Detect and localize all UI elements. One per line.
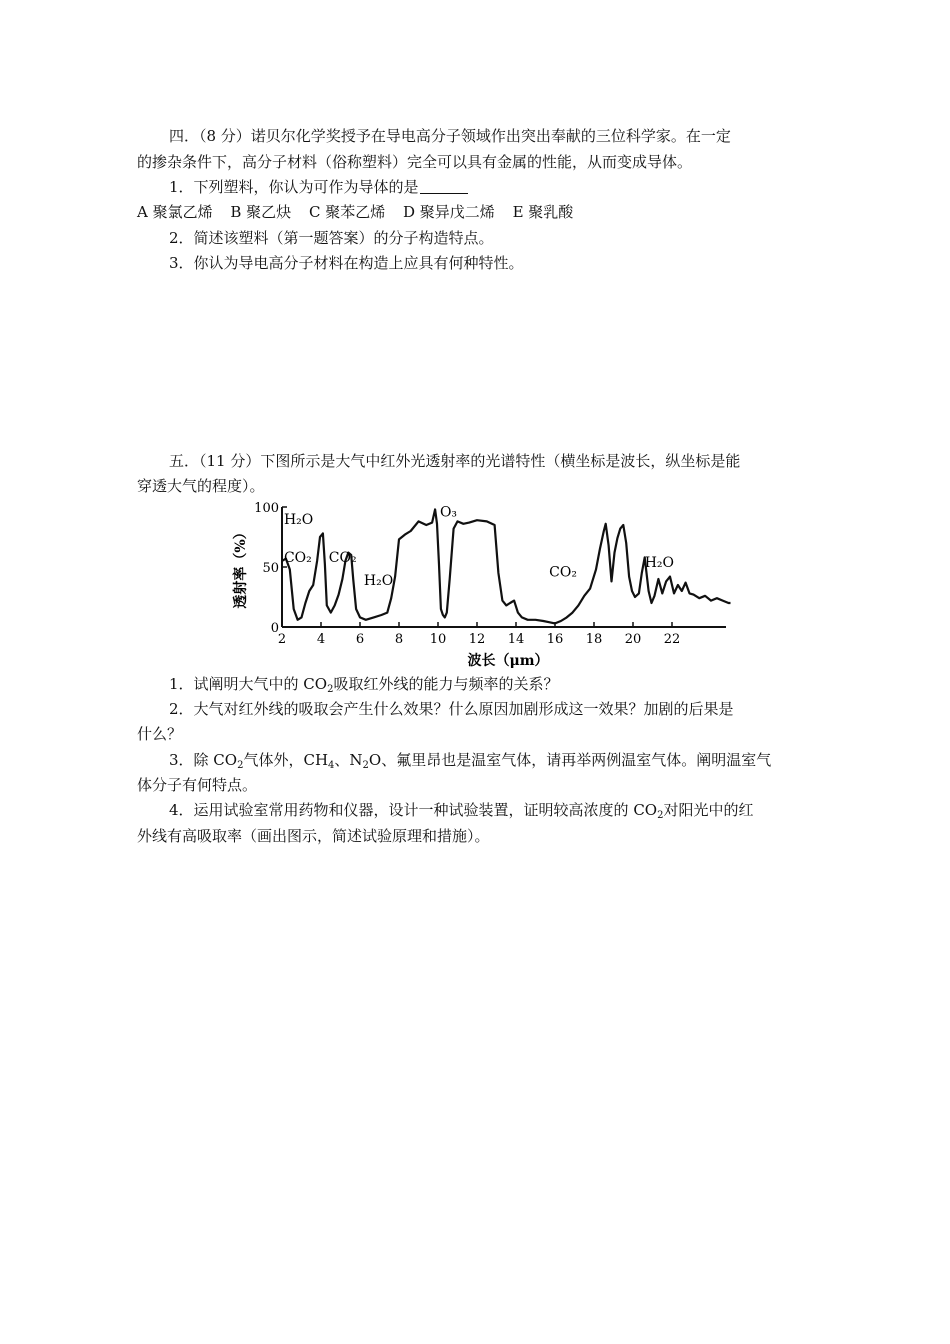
band-label: CO₂ [283, 550, 312, 567]
x-tick-label: 18 [585, 632, 603, 647]
q4-line-1: 四．（8 分）诺贝尔化学奖授予在导电高分子领域作出突出奉献的三位科学家。在一定 [169, 127, 731, 145]
q4-subquestion-1 [169, 176, 849, 198]
y-tick-label: 0 [270, 621, 279, 636]
q4-subquestion-2: 2．简述该塑料（第一题答案）的分子构造特点。 [169, 229, 494, 247]
q5-line-1: 五．（11 分）下图所示是大气中红外光透射率的光谱特性（横坐标是波长，纵坐标是能 [169, 452, 741, 470]
q5-subquestion-3-line-1 [169, 749, 849, 771]
q5-s3-sub2: 4 [328, 760, 335, 771]
band-label: O₃ [439, 504, 458, 521]
q4-sub1-text: 1．下列塑料，你认为可作为导体的是 [169, 178, 419, 196]
x-tick-label: 10 [429, 632, 447, 647]
q4-line-2: 的掺杂条件下，高分子材料（俗称塑料）完全可以具有金属的性能，从而变成导体。 [137, 153, 693, 171]
option-b: B 聚乙炔 [230, 203, 292, 221]
q5-s3-a: 3．除 CO [169, 751, 238, 769]
q5-s3-b: 气体外，CH [243, 751, 329, 769]
q4-options [137, 201, 817, 223]
band-label: H₂O [644, 555, 675, 571]
y-axis-label: 透射率（%） [233, 525, 249, 609]
q5-s3-c: 、N [334, 751, 363, 769]
band-label: CO₂ [328, 550, 357, 567]
x-ticks [278, 622, 680, 647]
y-tick-label: 100 [254, 501, 279, 516]
option-c: C 聚苯乙烯 [308, 203, 386, 221]
q5-s1-sub: 2 [327, 684, 334, 695]
option-e: E 聚乳酸 [512, 203, 574, 221]
x-axis-label: 波长（μm） [467, 653, 549, 669]
q5-subquestion-2-line-2: 什么？ [137, 725, 183, 743]
option-d: D 聚异戊二烯 [403, 203, 495, 221]
band-label: H₂O [363, 573, 394, 589]
band-label: CO₂ [549, 564, 577, 581]
q5-s4-b: 对阳光中的红 [663, 801, 754, 819]
q5-s1-b: 吸取红外线的能力与频率的关系？ [333, 675, 559, 693]
q5-s4-sub: 2 [657, 810, 664, 821]
q5-subquestion-4-line-2: 外线有高吸取率（画出图示，简述试验原理和措施）。 [137, 827, 490, 845]
x-tick-label: 14 [507, 632, 525, 647]
x-tick-label: 2 [277, 632, 287, 647]
band-label: H₂O [283, 511, 314, 528]
q5-s4-a: 4．运用试验室常用药物和仪器，设计一种试验装置，证明较高浓度的 CO [169, 801, 658, 819]
q5-subquestion-2-line-1: 2．大气对红外线的吸取会产生什么效果？什么原因加剧形成这一效果？加剧的后果是 [169, 700, 734, 718]
q5-line-2: 穿透大气的程度）。 [137, 477, 265, 495]
x-tick-label: 22 [663, 632, 681, 647]
x-tick-label: 4 [316, 632, 326, 647]
q5-s3-d: O、氟里昂也是温室气体，请再举两例温室气体。阐明温室气 [368, 751, 772, 769]
answer-blank [420, 179, 468, 194]
y-tick-label: 50 [262, 561, 279, 576]
q5-s3-sub3: 2 [362, 760, 369, 771]
q5-subquestion-4-line-1 [169, 799, 849, 821]
q5-s1-a: 1．试阐明大气中的 CO [169, 675, 328, 693]
ir-transmittance-chart [226, 498, 736, 670]
option-a: A 聚氯乙烯 [137, 203, 213, 221]
q5-subquestion-3-line-2: 体分子有何特点。 [137, 776, 258, 794]
x-tick-label: 16 [546, 632, 564, 647]
x-tick-label: 6 [355, 632, 365, 647]
x-tick-label: 20 [624, 632, 642, 647]
x-tick-label: 8 [394, 632, 404, 647]
q5-subquestion-1 [169, 673, 849, 695]
q4-subquestion-3: 3．你认为导电高分子材料在构造上应具有何种特性。 [169, 254, 524, 272]
q5-s3-sub1: 2 [237, 760, 244, 771]
x-tick-label: 12 [468, 632, 486, 647]
